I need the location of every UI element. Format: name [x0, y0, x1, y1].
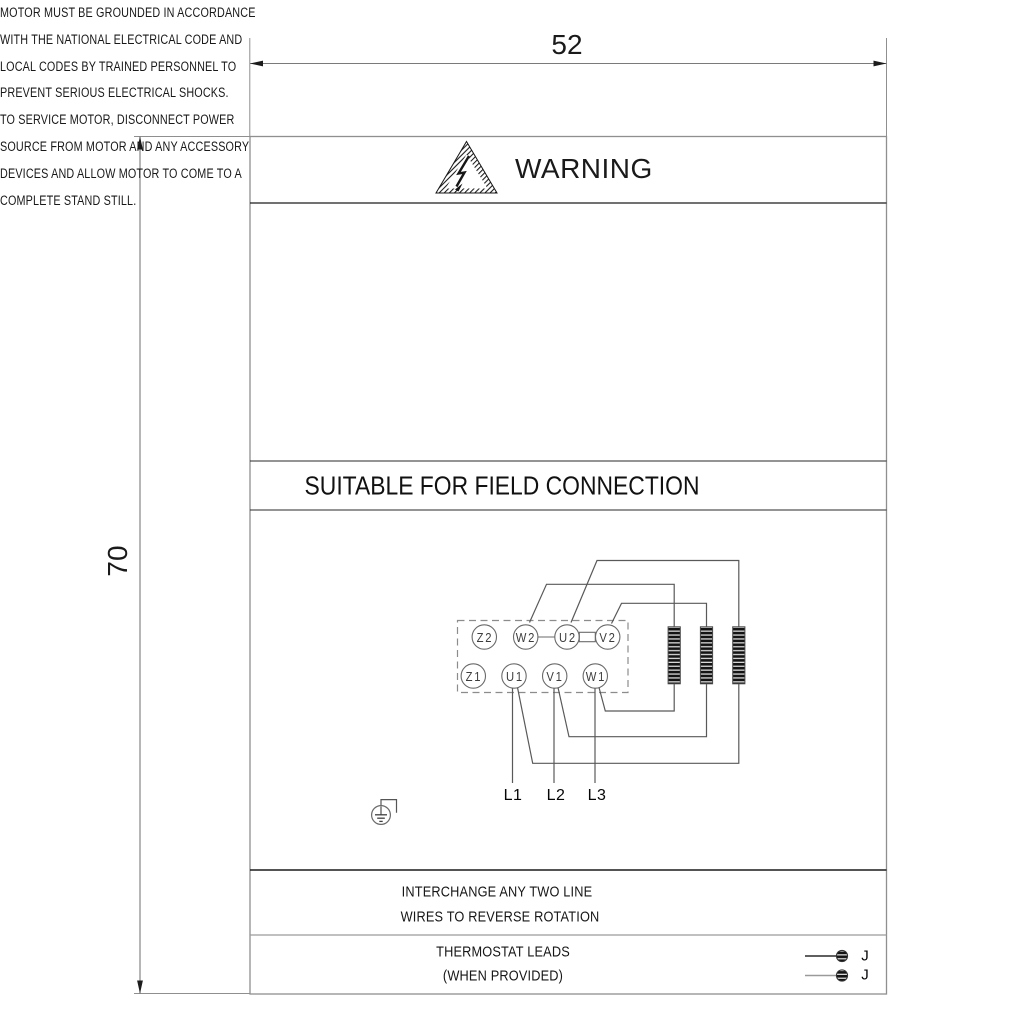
terminal-label-W1: W1: [585, 669, 607, 684]
terminal-label-V2: V2: [599, 630, 618, 645]
earth-ground-icon: [372, 800, 397, 825]
line-label-L1: L1: [503, 787, 523, 804]
height-dimension-lines: [134, 137, 250, 994]
wire-W1-coil1: [599, 684, 674, 711]
terminal-label-W2: W2: [516, 630, 537, 645]
arrow-down-icon: [137, 981, 143, 994]
line-label-L3: L3: [587, 787, 607, 804]
wire-U1-coil3: [518, 684, 739, 764]
service-note-line: COMPLETE STAND STILL.: [0, 192, 137, 208]
rotation-note-line1: INTERCHANGE ANY TWO LINE: [401, 883, 593, 901]
service-note-line: DEVICES AND ALLOW MOTOR TO COME TO A: [0, 165, 242, 181]
terminal-label-U1: U1: [505, 669, 524, 684]
grounding-note-line: WITH THE NATIONAL ELECTRICAL CODE AND: [0, 31, 243, 47]
wire-U2-coil3: [571, 561, 739, 627]
field-connection-title: SUITABLE FOR FIELD CONNECTION: [304, 470, 700, 501]
lead-bead-2: [836, 970, 847, 981]
thermostat-note-line1: THERMOSTAT LEADS: [435, 943, 570, 960]
winding-coils: [668, 627, 745, 684]
coil-3: [733, 627, 745, 684]
rotation-note-line2: WIRES TO REVERSE ROTATION: [400, 908, 600, 925]
label-outline: [250, 137, 887, 995]
thermostat-lead-symbols: [805, 950, 848, 981]
coil-2: [700, 627, 712, 684]
terminal-label-Z1: Z1: [465, 669, 483, 684]
grounding-note: [0, 0, 819, 107]
service-note: [0, 107, 819, 214]
wire-V2-coil2: [612, 603, 707, 627]
thermostat-lead-label-2: J: [861, 966, 869, 984]
line-label-L2: L2: [546, 787, 566, 804]
service-note-line: SOURCE FROM MOTOR AND ANY ACCESSORY: [0, 138, 250, 154]
grounding-note-line: LOCAL CODES BY TRAINED PERSONNEL TO: [0, 58, 237, 74]
grounding-note-line: PREVENT SERIOUS ELECTRICAL SHOCKS.: [0, 85, 229, 101]
arrow-right-icon: [874, 61, 887, 67]
coil-1: [668, 627, 680, 684]
wire-V1-coil2: [558, 684, 707, 737]
grounding-note-line: MOTOR MUST BE GROUNDED IN ACCORDANCE: [0, 5, 256, 20]
service-note-line: TO SERVICE MOTOR, DISCONNECT POWER: [0, 112, 235, 128]
thermostat-note-line2: (WHEN PROVIDED): [442, 967, 564, 985]
thermostat-lead-label-1: J: [861, 947, 869, 964]
section-dividers: [250, 203, 887, 935]
terminal-label-Z2: Z2: [476, 630, 494, 645]
height-dimension-value: 70: [102, 545, 133, 577]
lead-bead-1: [836, 950, 847, 961]
width-dimension-value: 52: [551, 29, 583, 60]
terminal-label-U2: U2: [558, 630, 577, 645]
warning-title: WARNING: [515, 153, 653, 184]
terminal-label-V1: V1: [546, 669, 565, 684]
